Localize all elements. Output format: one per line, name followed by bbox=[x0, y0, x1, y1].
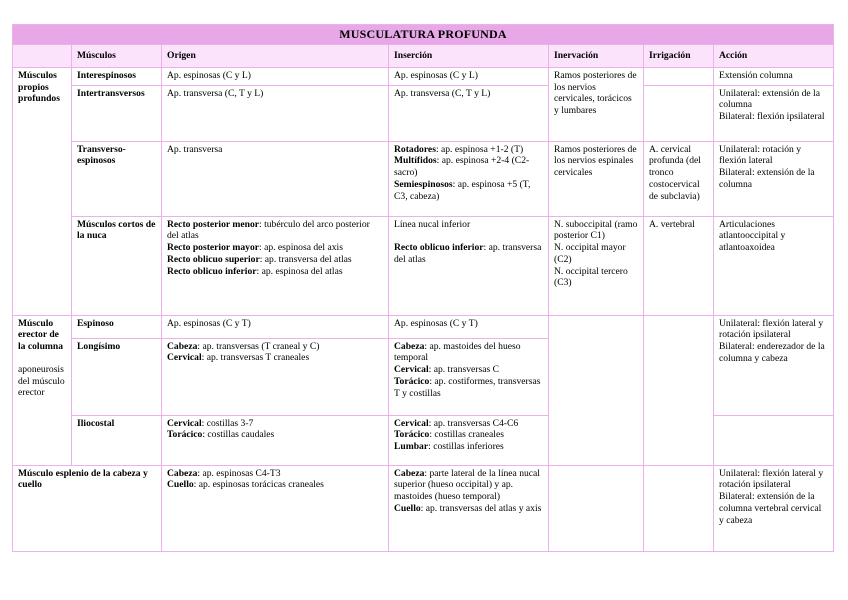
accion-bilateral: Bilateral: extensión de la columna bbox=[719, 167, 815, 190]
group-erector-label: Músculo erector de la columna bbox=[18, 317, 64, 353]
ins-semiespinosos: : ap. espinosa +5 (T, C3, cabeza) bbox=[394, 178, 531, 202]
or-recto-posterior-menor: : tubérculo del arco posterior del atlas bbox=[167, 218, 370, 242]
term-cabeza: Cabeza bbox=[167, 467, 198, 479]
header-irrigacion: Irrigación bbox=[644, 45, 714, 68]
ins-linea-nucal: Línea nucal inferior bbox=[394, 218, 471, 230]
accion-cell bbox=[714, 315, 834, 415]
accion-cell: Extensión columna bbox=[714, 68, 834, 86]
ins-cuello: : ap. transversas del atlas y axis bbox=[420, 502, 542, 514]
origen-cell: Ap. espinosas (C y T) bbox=[162, 315, 389, 338]
term-multifidos: Multífidos bbox=[394, 155, 437, 167]
header-insercion: Inserción bbox=[389, 45, 549, 68]
insercion-cell bbox=[389, 338, 549, 415]
term-toracico: Torácico bbox=[167, 429, 203, 441]
or-cervical: : ap. transversas T craneales bbox=[201, 352, 310, 364]
muscle-iliocostal: Iliocostal bbox=[72, 415, 162, 465]
ins-recto-oblicuo-inferior: : ap. transversa del atlas bbox=[394, 242, 542, 266]
inervacion-cell: Ramos posteriores de los nervios espinales cervicales bbox=[549, 141, 644, 216]
table-row bbox=[13, 68, 834, 86]
origen-cell bbox=[162, 338, 389, 415]
term-cervical: Cervical bbox=[167, 417, 202, 429]
term-toracico: Torácico bbox=[394, 375, 430, 387]
accion-bilateral: Bilateral: flexión ipsilateral bbox=[719, 111, 825, 123]
accion-cell: Articulaciones atlantooccipital y atlantoaxoidea bbox=[714, 216, 834, 315]
group-erector bbox=[13, 315, 72, 465]
origen-cell: Ap. espinosas (C y L) bbox=[162, 68, 389, 86]
table-row bbox=[13, 216, 834, 315]
ins-multifidos: : ap. espinosa +2-4 (C2-sacro) bbox=[394, 155, 530, 179]
term-rotadores: Rotadores bbox=[394, 143, 436, 155]
term-cabeza: Cabeza bbox=[167, 340, 198, 352]
inervacion-cell bbox=[549, 315, 644, 465]
insercion-cell bbox=[389, 141, 549, 216]
header-origen: Origen bbox=[162, 45, 389, 68]
header-musculos: Músculos bbox=[72, 45, 162, 68]
muscle-interespinosos: Interespinosos bbox=[72, 68, 162, 86]
inerv-suboccipital: N. suboccipital (ramo posterior C1) bbox=[554, 218, 638, 242]
table-row bbox=[13, 141, 834, 216]
irrigacion-cell bbox=[644, 465, 714, 551]
inerv-occipital-tercero: N. occipital tercero (C3) bbox=[554, 265, 628, 289]
table-row bbox=[13, 465, 834, 551]
insercion-cell: Ap. transversa (C, T y L) bbox=[389, 85, 549, 141]
inervacion-cell bbox=[549, 465, 644, 551]
ins-cabeza: : ap. mastoides del hueso temporal bbox=[394, 340, 521, 364]
accion-bilateral: Bilateral: extensión de la columna vertebral cervical y cabeza bbox=[719, 491, 822, 526]
accion-cell bbox=[714, 415, 834, 465]
accion-unilateral: Unilateral: rotación y flexión lateral bbox=[719, 143, 802, 167]
irrigacion-cell bbox=[644, 68, 714, 86]
table-title: MUSCULATURA PROFUNDA bbox=[13, 25, 834, 45]
ins-cervical: : ap. transversas C4-C6 bbox=[428, 417, 519, 429]
term-cabeza: Cabeza bbox=[394, 340, 425, 352]
accion-cell bbox=[714, 465, 834, 551]
insercion-cell: Ap. espinosas (C y T) bbox=[389, 315, 549, 338]
origen-cell bbox=[162, 415, 389, 465]
irrigacion-cell: A. vertebral bbox=[644, 216, 714, 315]
accion-cell bbox=[714, 141, 834, 216]
or-toracico: : costillas caudales bbox=[202, 429, 275, 441]
muscle-transverso-espinosos: Transverso-espinosos bbox=[72, 141, 162, 216]
group-propios: Músculos propios profundos bbox=[13, 68, 72, 316]
muscle-longisimo: Longísimo bbox=[72, 338, 162, 415]
term-cabeza: Cabeza bbox=[394, 467, 425, 479]
inervacion-cell: Ramos posteriores de los nervios cervicales, torácicos y lumbares bbox=[549, 68, 644, 142]
or-cabeza: : ap. espinosas C4-T3 bbox=[197, 467, 281, 479]
origen-cell bbox=[162, 465, 389, 551]
term-lumbar: Lumbar bbox=[394, 441, 429, 453]
term-recto-oblicuo-inferior: Recto oblicuo inferior bbox=[394, 242, 484, 254]
term-cervical: Cervical bbox=[167, 352, 202, 364]
muscle-cortos-nuca: Músculos cortos de la nuca bbox=[72, 216, 162, 315]
table-row bbox=[13, 315, 834, 338]
origen-cell bbox=[162, 216, 389, 315]
inerv-occipital-mayor: N. occipital mayor (C2) bbox=[554, 242, 626, 265]
or-recto-oblicuo-superior: : ap. transversa del atlas bbox=[259, 253, 352, 265]
ins-toracico: : costillas craneales bbox=[429, 429, 504, 441]
term-recto-posterior-mayor: Recto posterior mayor bbox=[167, 242, 259, 254]
origen-cell: Ap. transversa (C, T y L) bbox=[162, 85, 389, 141]
term-recto-posterior-menor: Recto posterior menor bbox=[167, 218, 259, 230]
or-cervical: : costillas 3-7 bbox=[201, 417, 254, 429]
accion-unilateral: Unilateral: flexión lateral y rotación ipsilateral bbox=[719, 317, 824, 341]
term-cervical: Cervical bbox=[394, 364, 429, 376]
group-erector-note: aponeurosis del músculo erector bbox=[18, 363, 65, 399]
ins-toracico: : ap. costiformes, transversas T y costillas bbox=[394, 375, 541, 399]
ins-cervical: : ap. transversas C bbox=[428, 364, 499, 376]
ins-lumbar: : costillas inferiores bbox=[428, 441, 504, 453]
or-cabeza: : ap. transversas (T craneal y C) bbox=[197, 340, 320, 352]
insercion-cell bbox=[389, 465, 549, 551]
ins-cabeza: : parte lateral de la línea nucal superior (hueso occipital) y ap. mastoides (hueso temporal) bbox=[394, 467, 540, 503]
header-row bbox=[13, 45, 834, 68]
accion-bilateral: Bilateral: enderezador de la columna y cabeza bbox=[719, 341, 825, 364]
irrigacion-cell bbox=[644, 315, 714, 465]
term-cervical: Cervical bbox=[394, 417, 429, 429]
table-row bbox=[13, 85, 834, 141]
muscle-espinoso: Espinoso bbox=[72, 315, 162, 338]
group-esplenio: Músculo esplenio de la cabeza y cuello bbox=[13, 465, 162, 551]
or-recto-posterior-mayor: : ap. espinosa del axis bbox=[259, 242, 343, 254]
insercion-cell bbox=[389, 216, 549, 315]
or-recto-oblicuo-inferior: : ap. espinosa del atlas bbox=[256, 265, 343, 277]
irrigacion-cell bbox=[644, 85, 714, 141]
accion-cell bbox=[714, 85, 834, 141]
irrigacion-cell: A. cervical profunda (del tronco costocervical de subclavia) bbox=[644, 141, 714, 216]
ins-rotadores: : ap. espinosa +1-2 (T) bbox=[435, 143, 524, 155]
muscle-intertransversos: Intertransversos bbox=[72, 85, 162, 141]
insercion-cell: Ap. espinosas (C y L) bbox=[389, 68, 549, 86]
header-accion: Acción bbox=[714, 45, 834, 68]
musculatura-table bbox=[12, 24, 834, 552]
header-group bbox=[13, 45, 72, 68]
term-recto-oblicuo-inferior: Recto oblicuo inferior bbox=[167, 265, 257, 277]
accion-unilateral: Unilateral: flexión lateral y rotación ipsilateral bbox=[719, 467, 824, 491]
origen-cell: Ap. transversa bbox=[162, 141, 389, 216]
inervacion-cell bbox=[549, 216, 644, 315]
header-inervacion: Inervación bbox=[549, 45, 644, 68]
term-cuello: Cuello bbox=[167, 479, 194, 491]
term-toracico: Torácico bbox=[394, 429, 430, 441]
term-recto-oblicuo-superior: Recto oblicuo superior bbox=[167, 253, 260, 265]
insercion-cell bbox=[389, 415, 549, 465]
accion-unilateral: Unilateral: extensión de la columna bbox=[719, 87, 820, 111]
or-cuello: : ap. espinosas torácicas craneales bbox=[193, 479, 324, 491]
term-cuello: Cuello bbox=[394, 502, 421, 514]
term-semiespinosos: Semiespinosos bbox=[394, 178, 453, 190]
title-row bbox=[13, 25, 834, 45]
